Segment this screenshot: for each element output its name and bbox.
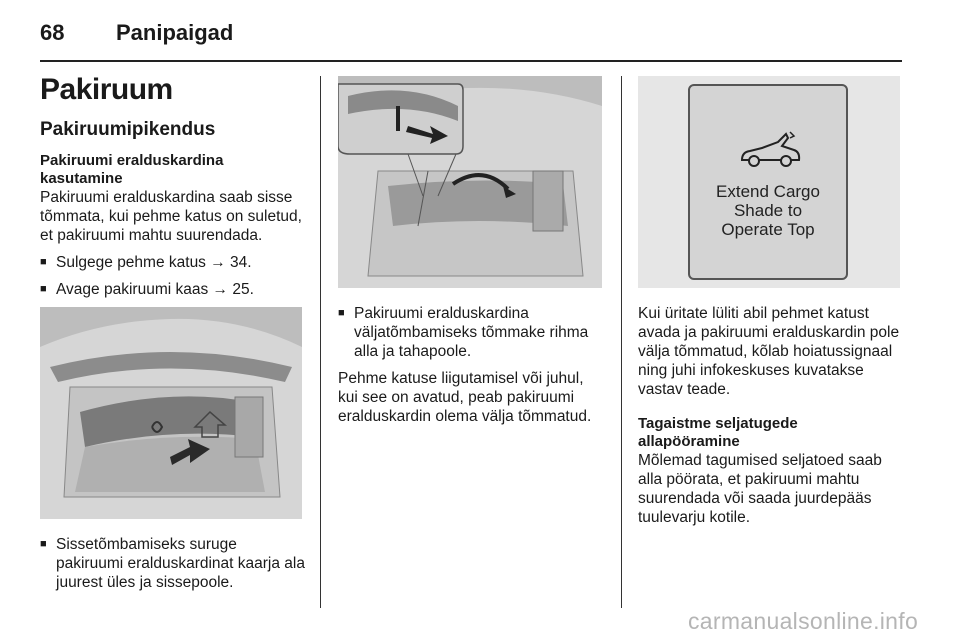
intro-paragraph: Pakiruumi eralduskardina saab sisse tõmmata, kui pehme katus on suletud, et pakiruumi mahtu suurendada.	[40, 189, 302, 244]
section-title: Panipaigad	[116, 20, 234, 45]
header-divider	[40, 60, 902, 62]
column-1	[40, 72, 306, 600]
trunk-illustration-2	[338, 76, 602, 288]
bullet-close-roof: ■ Sulgege pehme katus → 34.	[40, 253, 306, 272]
page-header	[40, 20, 902, 60]
topic-heading: Pakiruumi eralduskardina kasutamine	[40, 152, 224, 187]
chapter-title: Pakiruum	[40, 73, 173, 106]
display-message	[690, 182, 846, 239]
display-line-2: Shade to	[733, 201, 803, 220]
soft-top-paragraph: Pehme katuse liigutamisel või juhul, kui see on avatud, peab pakiruumi eralduskardin olema välja tõmmatud.	[338, 370, 592, 425]
warning-paragraph: Kui üritate lüliti abil pehmet katust avada ja pakiruumi eralduskardin pole välja tõmmatud, kõlab hoiatussignaal ning juhi infokeskuses kuvatakse vastav teade.	[638, 305, 900, 398]
display-line-1: Extend Cargo	[716, 182, 820, 201]
trunk-illustration-1	[40, 307, 302, 519]
bullet-retract-shade: ■ Sissetõmbamiseks suruge pakiruumi eralduskardinat kaarja ala juurest üles ja sissepoole.	[40, 535, 306, 592]
column-divider-1	[320, 76, 321, 608]
column-3	[638, 72, 902, 535]
display-line-3: Operate Top	[721, 220, 815, 239]
driver-info-display	[688, 84, 848, 280]
column-2	[338, 72, 604, 434]
convertible-car-icon	[736, 130, 804, 170]
column-divider-2	[621, 76, 622, 608]
seatback-heading: Tagaistme seljatugede allapööramine	[638, 415, 798, 450]
bullet-open-trunk: ■ Avage pakiruumi kaas → 25.	[40, 280, 306, 299]
info-display-illustration	[638, 76, 900, 288]
bullet-extend-shade: ■ Pakiruumi eralduskardina väljatõmbamiseks tõmmake rihma alla ja tahapoole.	[338, 304, 604, 361]
watermark: carmanualsonline.info	[688, 608, 919, 634]
page-number: 68	[40, 20, 65, 45]
section-subtitle: Pakiruumipikendus	[40, 119, 216, 140]
seatback-paragraph: Mõlemad tagumised seljatoed saab alla pöörata, et pakiruumi mahtu suurendada või saada juurdepääs tuulevarju kotile.	[638, 452, 882, 526]
